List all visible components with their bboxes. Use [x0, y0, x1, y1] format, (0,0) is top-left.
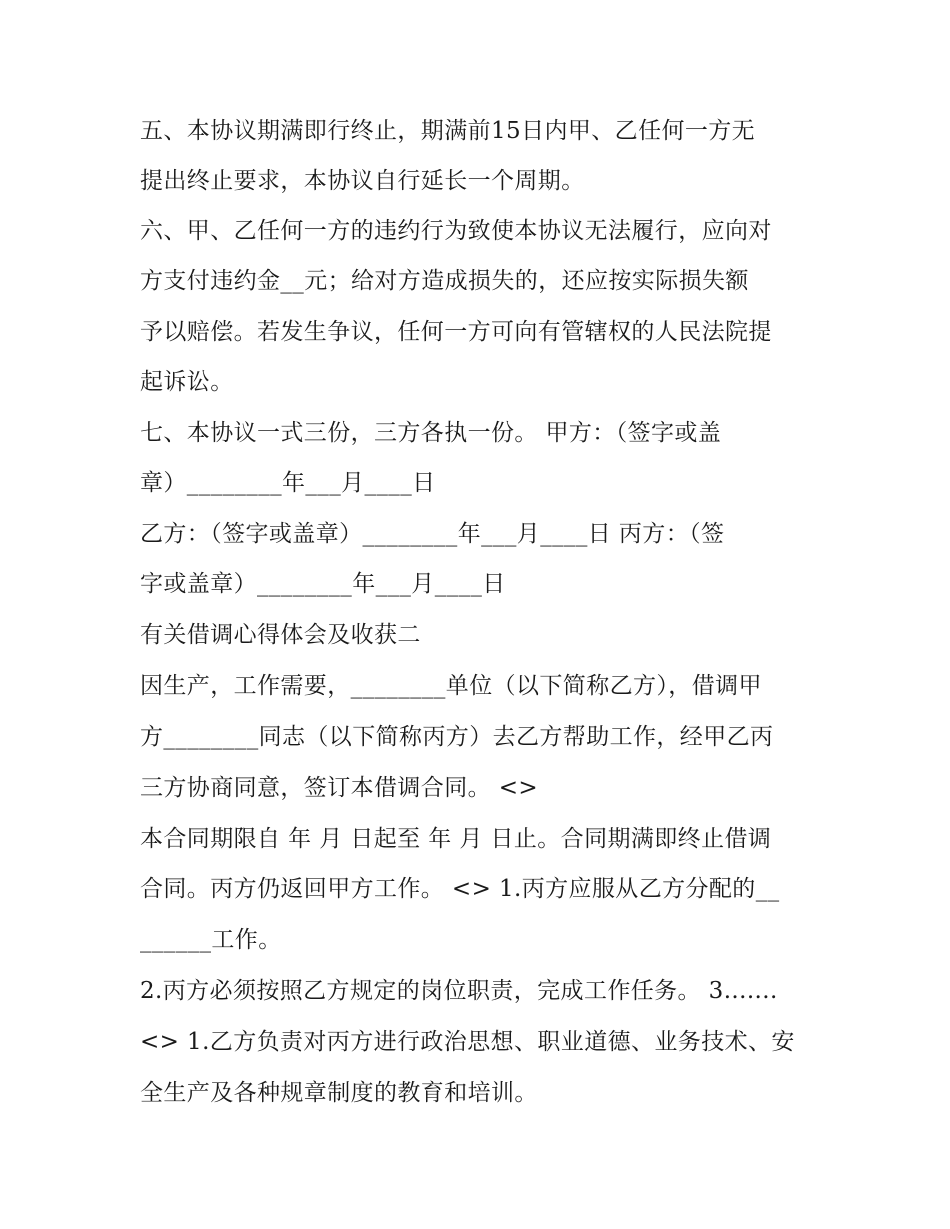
- text-line: 六、甲、乙任何一方的违约行为致使本协议无法履行，应向对: [140, 218, 772, 244]
- text-line: ______工作。: [140, 927, 282, 953]
- text-line: 方________同志（以下简称丙方）去乙方帮助工作，经甲乙丙: [140, 724, 774, 750]
- text-line: 方支付违约金__元；给对方造成损失的，还应按实际损失额: [140, 268, 749, 294]
- text-line: 七、本协议一式三份，三方各执一份。 甲方：（签字或盖: [140, 420, 722, 446]
- text-line: 乙方：（签字或盖章）________年___月____日 丙方：（签: [140, 521, 725, 547]
- text-line: 起诉讼。: [140, 369, 234, 395]
- text-line: 因生产，工作需要，________单位（以下简称乙方），借调甲: [140, 673, 762, 699]
- text-line: 2.丙方必须按照乙方规定的岗位职责，完成工作任务。 3.......: [140, 978, 778, 1004]
- text-line: <> 1.乙方负责对丙方进行政治思想、职业道德、业务技术、安: [140, 1029, 795, 1055]
- text-line: 予以赔偿。若发生争议，任何一方可向有管辖权的人民法院提: [140, 319, 772, 345]
- text-line: 本合同期限自 年 月 日起至 年 月 日止。合同期满即终止借调: [140, 826, 772, 852]
- text-line: 字或盖章）________年___月____日: [140, 571, 506, 597]
- text-line: 章）________年___月____日: [140, 470, 436, 496]
- section-heading: 有关借调心得体会及收获二: [140, 622, 421, 648]
- text-line: 提出终止要求，本协议自行延长一个周期。: [140, 168, 585, 194]
- text-line: 合同。丙方仍返回甲方工作。 <> 1.丙方应服从乙方分配的__: [140, 876, 780, 902]
- text-line: 五、本协议期满即行终止，期满前15日内甲、乙任何一方无: [140, 118, 756, 144]
- text-line: 全生产及各种规章制度的教育和培训。: [140, 1080, 538, 1106]
- text-line: 三方协商同意，签订本借调合同。 <>: [140, 775, 539, 801]
